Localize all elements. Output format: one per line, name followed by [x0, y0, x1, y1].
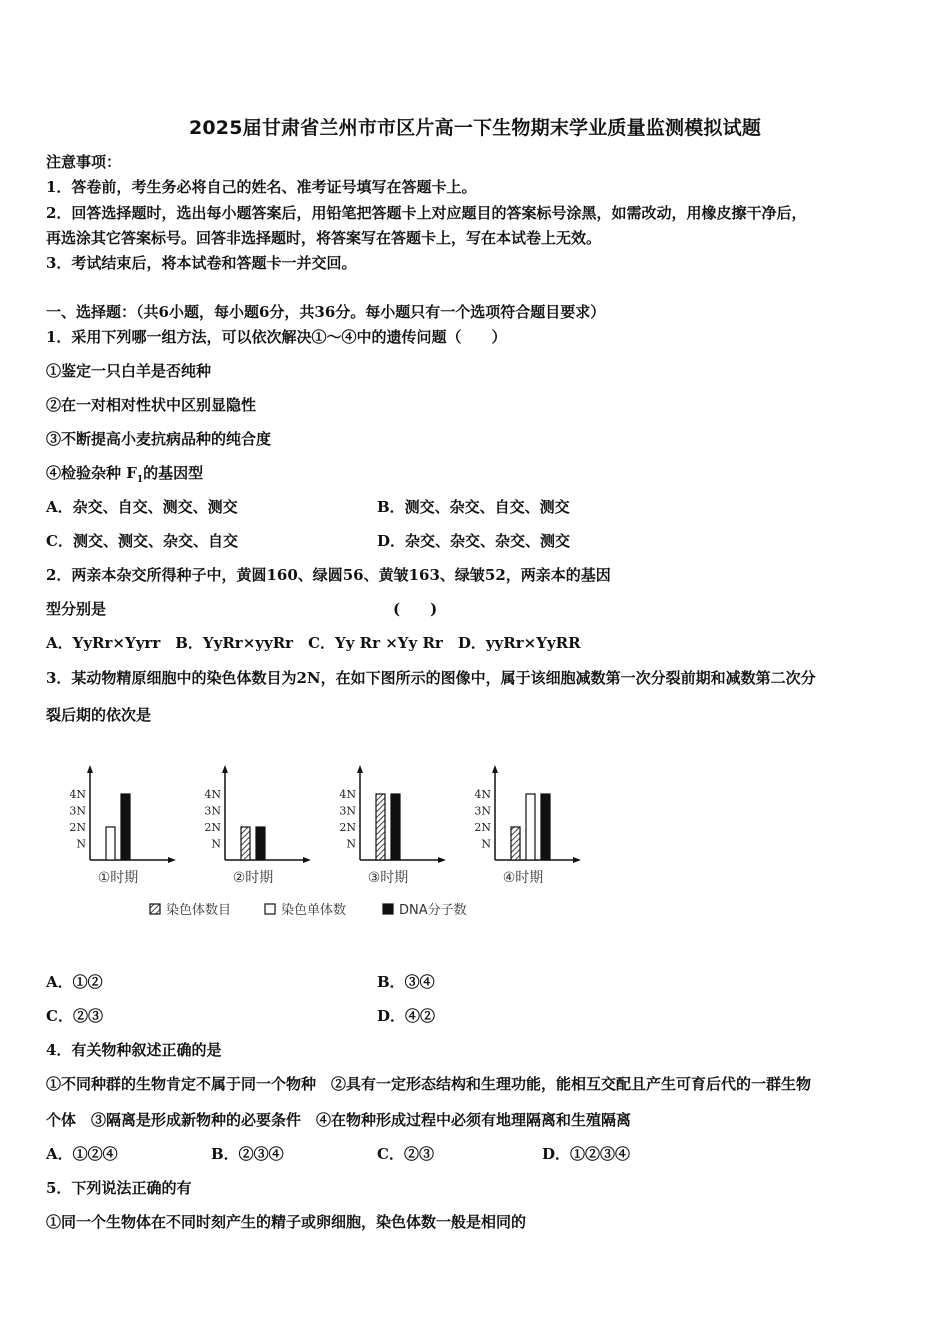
- y-tick-label: 2N: [474, 821, 491, 834]
- legend-label: DNA分子数: [399, 903, 467, 918]
- question-1-item: ①鉴定一只白羊是否纯种: [46, 362, 212, 380]
- option-a: A．①②: [46, 973, 103, 991]
- x-axis-arrow: [573, 857, 581, 863]
- option-d: D．①②③④: [542, 1145, 631, 1163]
- y-tick-label: 4N: [69, 788, 86, 801]
- chromosome-bar: [511, 827, 520, 860]
- legend-label: 染色单体数: [281, 903, 347, 918]
- option-a: A．①②④: [46, 1145, 118, 1163]
- y-tick-label: 2N: [339, 821, 356, 834]
- dna-bar: [391, 794, 400, 860]
- legend-swatch: [265, 904, 275, 914]
- chart-panel: [339, 765, 446, 886]
- option-d: D．杂交、杂交、杂交、测交: [377, 532, 571, 550]
- question-4-stem: 4．有关物种叙述正确的是: [46, 1041, 222, 1059]
- question-3-stem: 3．某动物精原细胞中的染色体数目为2N，在如下图所示的图像中，属于该细胞减数第一次分裂前期和减数第二次分: [46, 669, 816, 687]
- question-3-stem-cont: 裂后期的依次是: [46, 706, 152, 724]
- period-label: ②时期: [232, 870, 274, 886]
- notice-item: 2．回答选择题时，选出每小题答案后，用铅笔把答题卡上对应题目的答案标号涂黑，如需改动，用橡皮擦干净后，: [46, 204, 807, 222]
- chart-panel: [69, 765, 176, 886]
- chromatid-bar: [106, 827, 115, 860]
- question-2-stem: 2．两亲本杂交所得种子中，黄圆160、绿圆56、黄皱163、绿皱52，两亲本的基因: [46, 566, 611, 584]
- question-1-stem: 1．采用下列哪一组方法，可以依次解决①～④中的遗传问题（ ）: [46, 328, 507, 346]
- option-d: D．④②: [377, 1007, 436, 1025]
- y-axis-arrow: [87, 765, 93, 773]
- question-1-item: ②在一对相对性状中区别显隐性: [46, 396, 257, 414]
- question-1-item: ③不断提高小麦抗病品种的纯合度: [46, 430, 272, 448]
- y-tick-label: 4N: [339, 788, 356, 801]
- notice-item: 1．答卷前，考生务必将自己的姓名、准考证号填写在答题卡上。: [46, 178, 477, 196]
- legend-item: [265, 902, 346, 918]
- option-b: B．③④: [377, 973, 435, 991]
- question-4-text: 个体 ③隔离是形成新物种的必要条件 ④在物种形成过程中必须有地理隔离和生殖隔离: [46, 1111, 632, 1129]
- y-axis-arrow: [492, 765, 498, 773]
- legend-item: [383, 902, 467, 918]
- section-heading: 一、选择题：（共6小题，每小题6分，共36分。每小题只有一个选项符合题目要求）: [46, 303, 606, 321]
- y-tick-label: 2N: [69, 821, 86, 834]
- notice-heading: 注意事项：: [46, 153, 122, 171]
- period-label: ①时期: [97, 870, 139, 886]
- dna-bar: [121, 794, 130, 860]
- chromatid-bar: [526, 794, 535, 860]
- question-5-stem: 5．下列说法正确的有: [46, 1179, 192, 1197]
- option-c: C．②③: [377, 1145, 434, 1163]
- x-axis-arrow: [303, 857, 311, 863]
- y-tick-label: 3N: [339, 804, 356, 818]
- y-tick-label: 4N: [204, 788, 221, 801]
- legend-swatch: [150, 904, 160, 914]
- y-tick-label: 2N: [204, 821, 221, 834]
- y-tick-label: N: [346, 837, 356, 851]
- period-label: ③时期: [367, 870, 409, 886]
- y-tick-label: 4N: [474, 788, 491, 801]
- question-4-text: ①不同种群的生物肯定不属于同一个物种 ②具有一定形态结构和生理功能，能相互交配且产生可育后代的一群生物: [46, 1075, 812, 1093]
- dna-bar: [541, 794, 550, 860]
- legend-swatch: [383, 904, 393, 914]
- option-c: C．测交、测交、杂交、自交: [46, 532, 238, 550]
- y-tick-label: 3N: [204, 804, 221, 818]
- chart-panel: [474, 765, 581, 886]
- question-2-options: A．YyRr×Yyrr B．YyRr×yyRr C．Yy Rr ×Yy Rr D．yyRr×YyRR: [46, 634, 581, 652]
- option-c: C．②③: [46, 1007, 103, 1025]
- y-axis-arrow: [222, 765, 228, 773]
- y-axis-arrow: [357, 765, 363, 773]
- question-2-stem-cont: 型分别是: [46, 600, 107, 618]
- y-tick-label: 3N: [69, 804, 86, 818]
- x-axis-arrow: [438, 857, 446, 863]
- x-axis-arrow: [168, 857, 176, 863]
- option-a: A．杂交、自交、测交、测交: [46, 498, 238, 516]
- answer-paren: ( ): [393, 600, 438, 618]
- chart-panel: [204, 765, 311, 886]
- option-b: B．②③④: [211, 1145, 284, 1163]
- legend-item: [150, 902, 231, 918]
- question-5-text: ①同一个生物体在不同时刻产生的精子或卵细胞，染色体数一般是相同的: [46, 1213, 527, 1231]
- chromosome-bar: [241, 827, 250, 860]
- chromosome-bar: [376, 794, 385, 860]
- question-1-item: ④检验杂种 $F_1$的基因型: [46, 464, 204, 485]
- option-b: B．测交、杂交、自交、测交: [377, 498, 570, 516]
- y-tick-label: N: [76, 837, 86, 851]
- notice-item: 3．考试结束后，将本试卷和答题卡一并交回。: [46, 254, 357, 272]
- page-title: 2025届甘肃省兰州市市区片高一下生物期末学业质量监测模拟试题: [188, 117, 762, 139]
- legend-label: 染色体数目: [166, 903, 232, 918]
- y-tick-label: N: [211, 837, 221, 851]
- chromosome-chart: [60, 760, 600, 930]
- y-tick-label: 3N: [474, 804, 491, 818]
- y-tick-label: N: [481, 837, 491, 851]
- notice-item: 再选涂其它答案标号。回答非选择题时，将答案写在答题卡上，写在本试卷上无效。: [46, 229, 602, 247]
- dna-bar: [256, 827, 265, 860]
- period-label: ④时期: [502, 870, 544, 886]
